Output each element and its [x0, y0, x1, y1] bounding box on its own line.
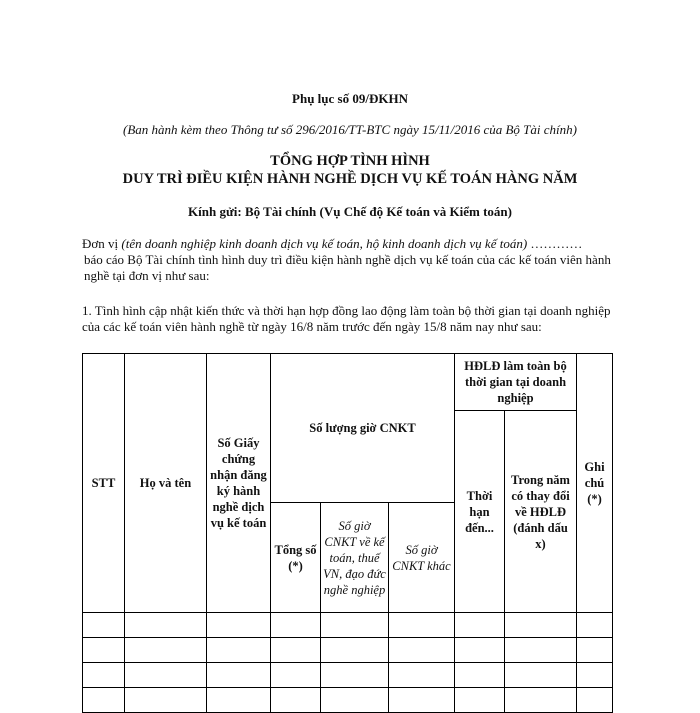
issued-by-note: (Ban hành kèm theo Thông tư số 296/2016/TT-BTC ngày 15/11/2016 của Bộ Tài chính)	[122, 122, 577, 137]
table-cell[interactable]	[271, 663, 321, 688]
table-cell[interactable]	[321, 663, 389, 688]
header-stt: STT	[83, 354, 125, 613]
reporting-unit-line	[82, 236, 622, 252]
appendix-title: Phụ lục số 09/ĐKHN	[292, 91, 408, 106]
header-notes: Ghi chú (*)	[577, 354, 613, 613]
table-cell[interactable]	[271, 638, 321, 663]
table-cell[interactable]	[505, 613, 577, 638]
header-cpe-hours: Số lượng giờ CNKT	[271, 354, 455, 503]
recipient-line: Kính gửi: Bộ Tài chính (Vụ Chế độ Kế toán và Kiểm toán)	[188, 204, 512, 219]
section-1-text: 1. Tình hình cập nhật kiến thức và thời hạn hợp đồng lao động làm toàn bộ thời gian tại doanh nghiệp của các kế toán viên hành nghề từ ngày 16/8 năm trước đến ngày 15/8 năm nay như sau:	[82, 303, 611, 334]
header-cpe-accounting-hours: Số giờ CNKT về kế toán, thuế VN, đạo đức nghề nghiệp	[321, 503, 389, 613]
table-cell[interactable]	[125, 688, 207, 713]
unit-prefix: Đơn vị	[82, 236, 122, 251]
table-cell[interactable]	[389, 613, 455, 638]
table-cell[interactable]	[505, 663, 577, 688]
table-cell[interactable]	[83, 663, 125, 688]
table-row	[83, 688, 613, 713]
header-total-hours: Tổng số (*)	[271, 503, 321, 613]
table-cell[interactable]	[207, 613, 271, 638]
table-cell[interactable]	[207, 638, 271, 663]
table-cell[interactable]	[505, 638, 577, 663]
header-contract-term: Thời hạn đến...	[455, 411, 505, 613]
table-cell[interactable]	[207, 688, 271, 713]
cpe-contract-table	[82, 353, 613, 713]
table-cell[interactable]	[577, 663, 613, 688]
table-cell[interactable]	[207, 663, 271, 688]
header-cpe-other-hours: Số giờ CNKT khác	[389, 503, 455, 613]
table-cell[interactable]	[455, 688, 505, 713]
table-cell[interactable]	[577, 688, 613, 713]
unit-name-placeholder: (tên doanh nghiệp kinh doanh dịch vụ kế toán, hộ kinh doanh dịch vụ kế toán)	[121, 236, 528, 251]
table-cell[interactable]	[125, 638, 207, 663]
table-cell[interactable]	[389, 663, 455, 688]
table-cell[interactable]	[83, 688, 125, 713]
table-row	[83, 663, 613, 688]
reporting-statement: báo cáo Bộ Tài chính tình hình duy trì điều kiện hành nghề dịch vụ kế toán của các kế toán viên hành nghề tại đơn vị như sau:	[84, 252, 611, 283]
header-full-name: Họ và tên	[125, 354, 207, 613]
table-cell[interactable]	[125, 613, 207, 638]
table-cell[interactable]	[83, 613, 125, 638]
table-cell[interactable]	[455, 613, 505, 638]
table-cell[interactable]	[577, 613, 613, 638]
header-labor-contract: HĐLĐ làm toàn bộ thời gian tại doanh nghiệp	[455, 354, 577, 411]
table-cell[interactable]	[271, 613, 321, 638]
table-cell[interactable]	[125, 663, 207, 688]
table-row	[83, 638, 613, 663]
table-cell[interactable]	[455, 663, 505, 688]
unit-dots: …………	[527, 236, 583, 251]
table-cell[interactable]	[389, 638, 455, 663]
table-cell[interactable]	[271, 688, 321, 713]
table-cell[interactable]	[455, 638, 505, 663]
table-cell[interactable]	[321, 638, 389, 663]
header-contract-changed: Trong năm có thay đổi về HĐLĐ (đánh dấu x)	[505, 411, 577, 613]
table-cell[interactable]	[505, 688, 577, 713]
table-cell[interactable]	[321, 613, 389, 638]
table-row	[83, 613, 613, 638]
document-title-line1: TỔNG HỢP TÌNH HÌNH	[270, 153, 430, 169]
document-title-line2: DUY TRÌ ĐIỀU KIỆN HÀNH NGHỀ DỊCH VỤ KẾ TOÁN HÀNG NĂM	[122, 171, 578, 187]
table-cell[interactable]	[321, 688, 389, 713]
header-certificate-number: Số Giấy chứng nhận đăng ký hành nghề dịch vụ kế toán	[207, 354, 271, 613]
table-cell[interactable]	[577, 638, 613, 663]
table-cell[interactable]	[389, 688, 455, 713]
table-cell[interactable]	[83, 638, 125, 663]
